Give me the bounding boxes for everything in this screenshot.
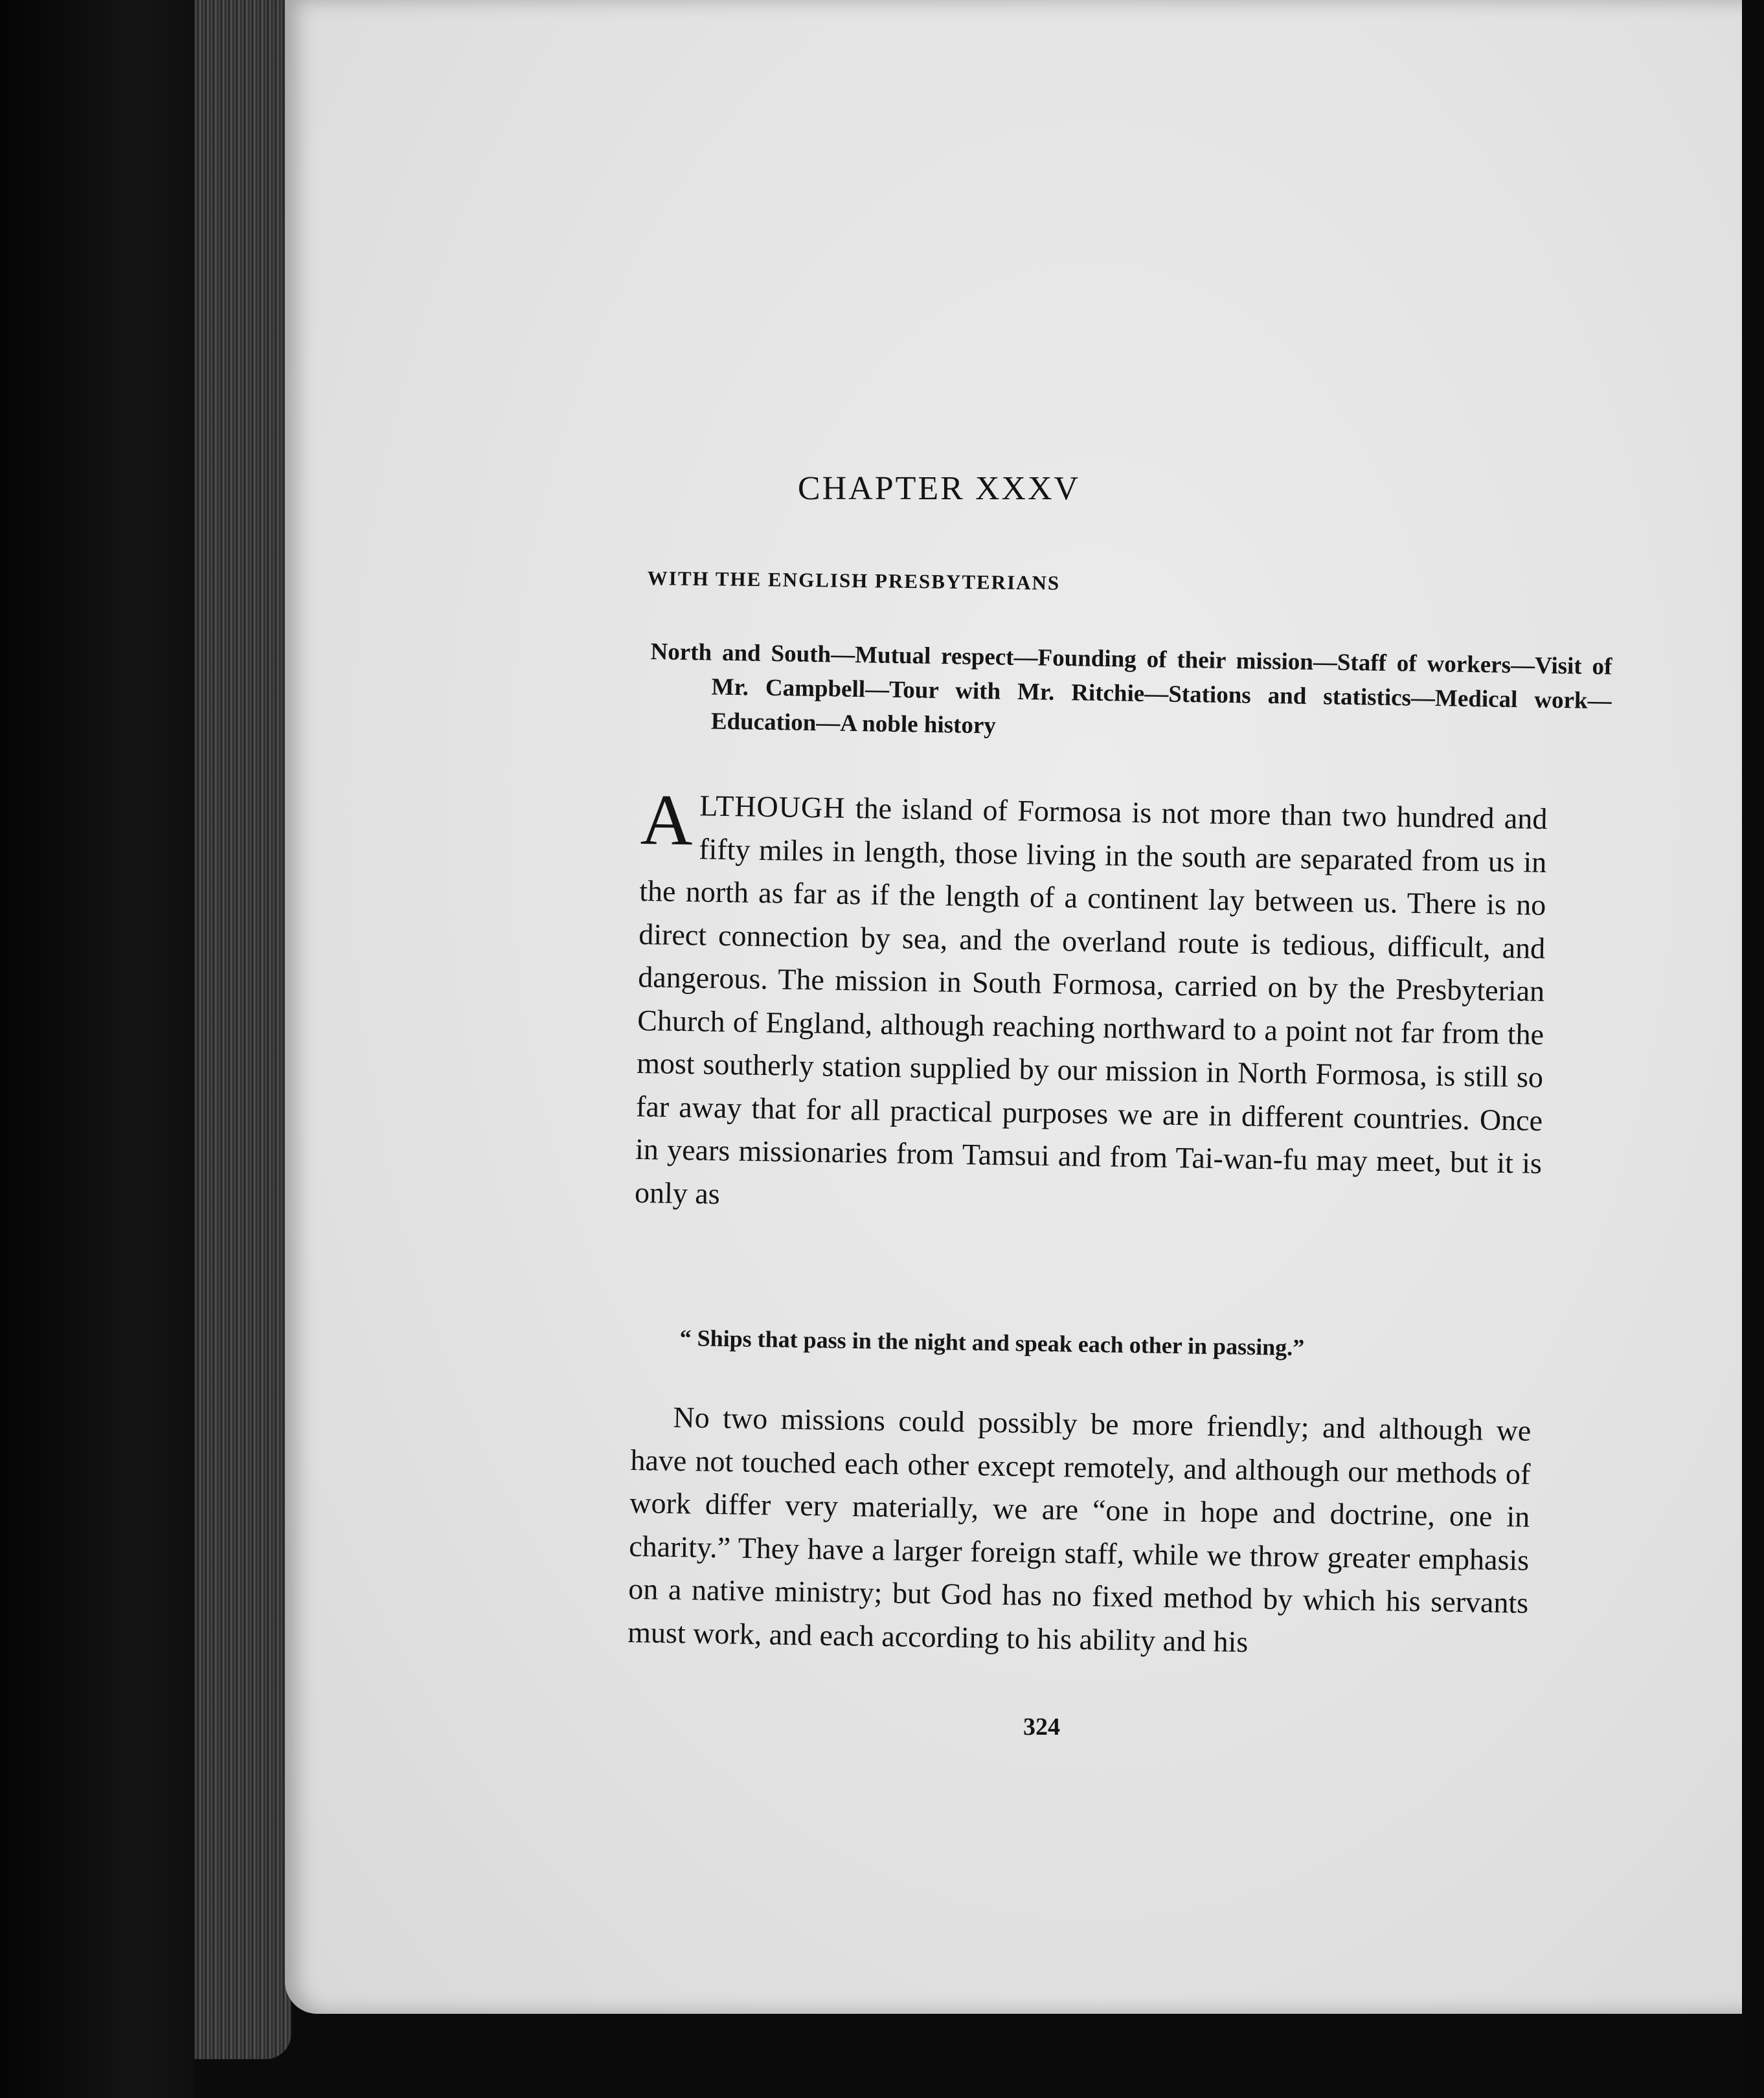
- page-number: 324: [1023, 1713, 1060, 1741]
- section-title: WITH THE ENGLISH PRESBYTERIANS: [647, 567, 1061, 594]
- drop-cap: A: [640, 780, 694, 861]
- page-edges: [194, 0, 291, 2059]
- paragraph-1-text: the island of Formosa is not more than two hundred and fifty miles in length, those living in the south are separated from us in the north as far as if the length of a continent lay between us. There is no direct connection by sea, and the overland route is tedious, difficult, and dangerous. The mission in South Formosa, carried on by the Presbyterian Church of England, although reaching northward to a point not far from the most southerly station supplied by our mission in North Formosa, is still so far away that for all practical purposes we are in different countries. Once in years missionaries from Tamsui and from Tai-wan-fu may meet, but it is only as: [634, 791, 1548, 1210]
- book-binding: [0, 0, 194, 2098]
- opening-word: LTHOUGH: [699, 789, 846, 824]
- chapter-synopsis: North and South—Mutual respect—Founding of their mission—Staff of workers—Visit of Mr. Campbell—Tour with Mr. Ritchie—Stations and statistics—Medical work—Education—A noble history: [650, 638, 1612, 739]
- right-edge: [1742, 0, 1764, 2098]
- block-quote: “ Ships that pass in the night and speak each other in passing.”: [679, 1324, 1305, 1361]
- chapter-title: CHAPTER XXXV: [797, 470, 1081, 507]
- paragraph-2: No two missions could possibly be more friendly; and although we have not touched each other except remotely, and although our methods of work differ very materially, we are “one in hope and doctrine, one in charity.” They have a larger foreign staff, while we throw greater emphasis on a native ministry; but God has no fixed method by which his servants must work, and each according to his ability and his: [627, 1401, 1532, 1658]
- paragraph-1: [634, 780, 1548, 1228]
